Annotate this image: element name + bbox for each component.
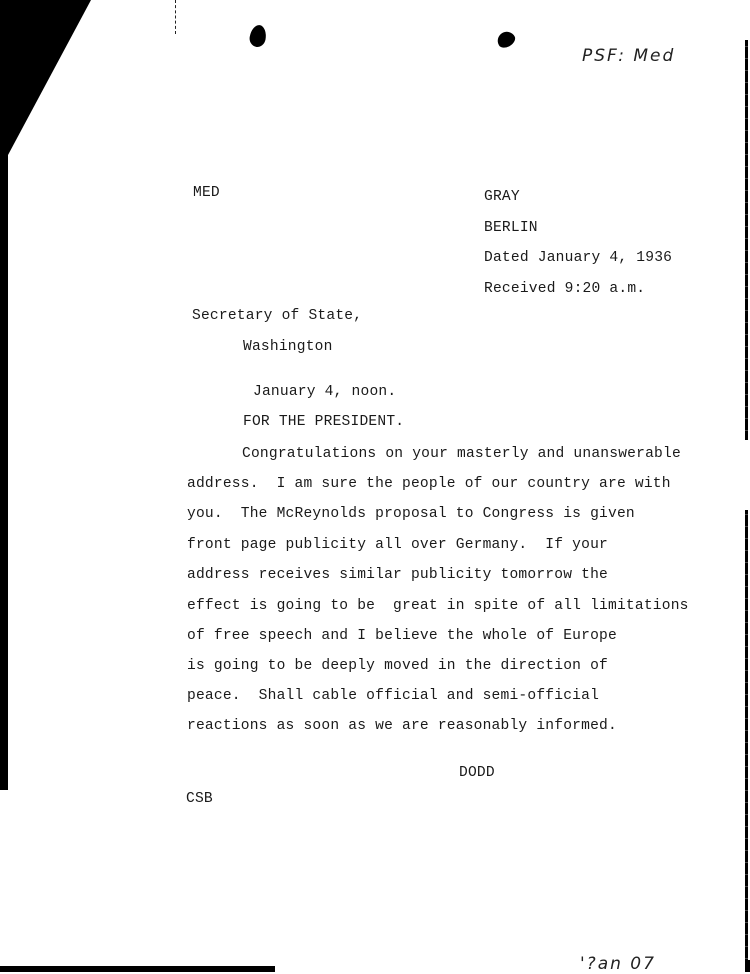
body-line: effect is going to be great in spite of all limitations bbox=[187, 598, 689, 614]
scan-corner-shadow bbox=[0, 0, 92, 972]
body-line: is going to be deeply moved in the direction of bbox=[187, 658, 609, 674]
handwritten-file-code: PSF: Med bbox=[582, 46, 676, 66]
punch-hole-icon bbox=[494, 29, 517, 51]
date-line: January 4, noon. bbox=[253, 384, 397, 400]
telegram-code: GRAY bbox=[484, 189, 520, 205]
body-line: address receives similar publicity tomorrow the bbox=[187, 567, 609, 583]
dated-line: Dated January 4, 1936 bbox=[484, 250, 673, 266]
body-line: reactions as soon as we are reasonably informed. bbox=[187, 718, 617, 734]
telegram-origin: BERLIN bbox=[484, 220, 538, 236]
body-line: front page publicity all over Germany. If your bbox=[187, 537, 609, 553]
body-line: peace. Shall cable official and semi-official bbox=[187, 688, 600, 704]
addressee-line-1: Secretary of State, bbox=[192, 308, 363, 324]
body-line: Congratulations on your masterly and unanswerable bbox=[242, 446, 681, 462]
signature: DODD bbox=[459, 765, 495, 781]
body-line: address. I am sure the people of our country are with bbox=[187, 476, 671, 492]
body-line: you. The McReynolds proposal to Congress is given bbox=[187, 506, 635, 522]
scan-bottom-right-mark bbox=[745, 960, 750, 972]
attention-line: FOR THE PRESIDENT. bbox=[243, 414, 405, 430]
scan-tick-mark bbox=[175, 0, 177, 34]
scan-right-edge-gap bbox=[744, 440, 750, 510]
initials: CSB bbox=[186, 791, 213, 807]
addressee-line-2: Washington bbox=[243, 339, 333, 355]
received-line: Received 9:20 a.m. bbox=[484, 281, 646, 297]
punch-hole-icon bbox=[248, 24, 268, 48]
scan-left-edge bbox=[0, 150, 8, 790]
handwritten-page-note: '?an 07 bbox=[580, 954, 656, 974]
scan-bottom-edge bbox=[0, 966, 275, 972]
header-left-code: MED bbox=[193, 185, 220, 201]
body-line: of free speech and I believe the whole of Europe bbox=[187, 628, 617, 644]
